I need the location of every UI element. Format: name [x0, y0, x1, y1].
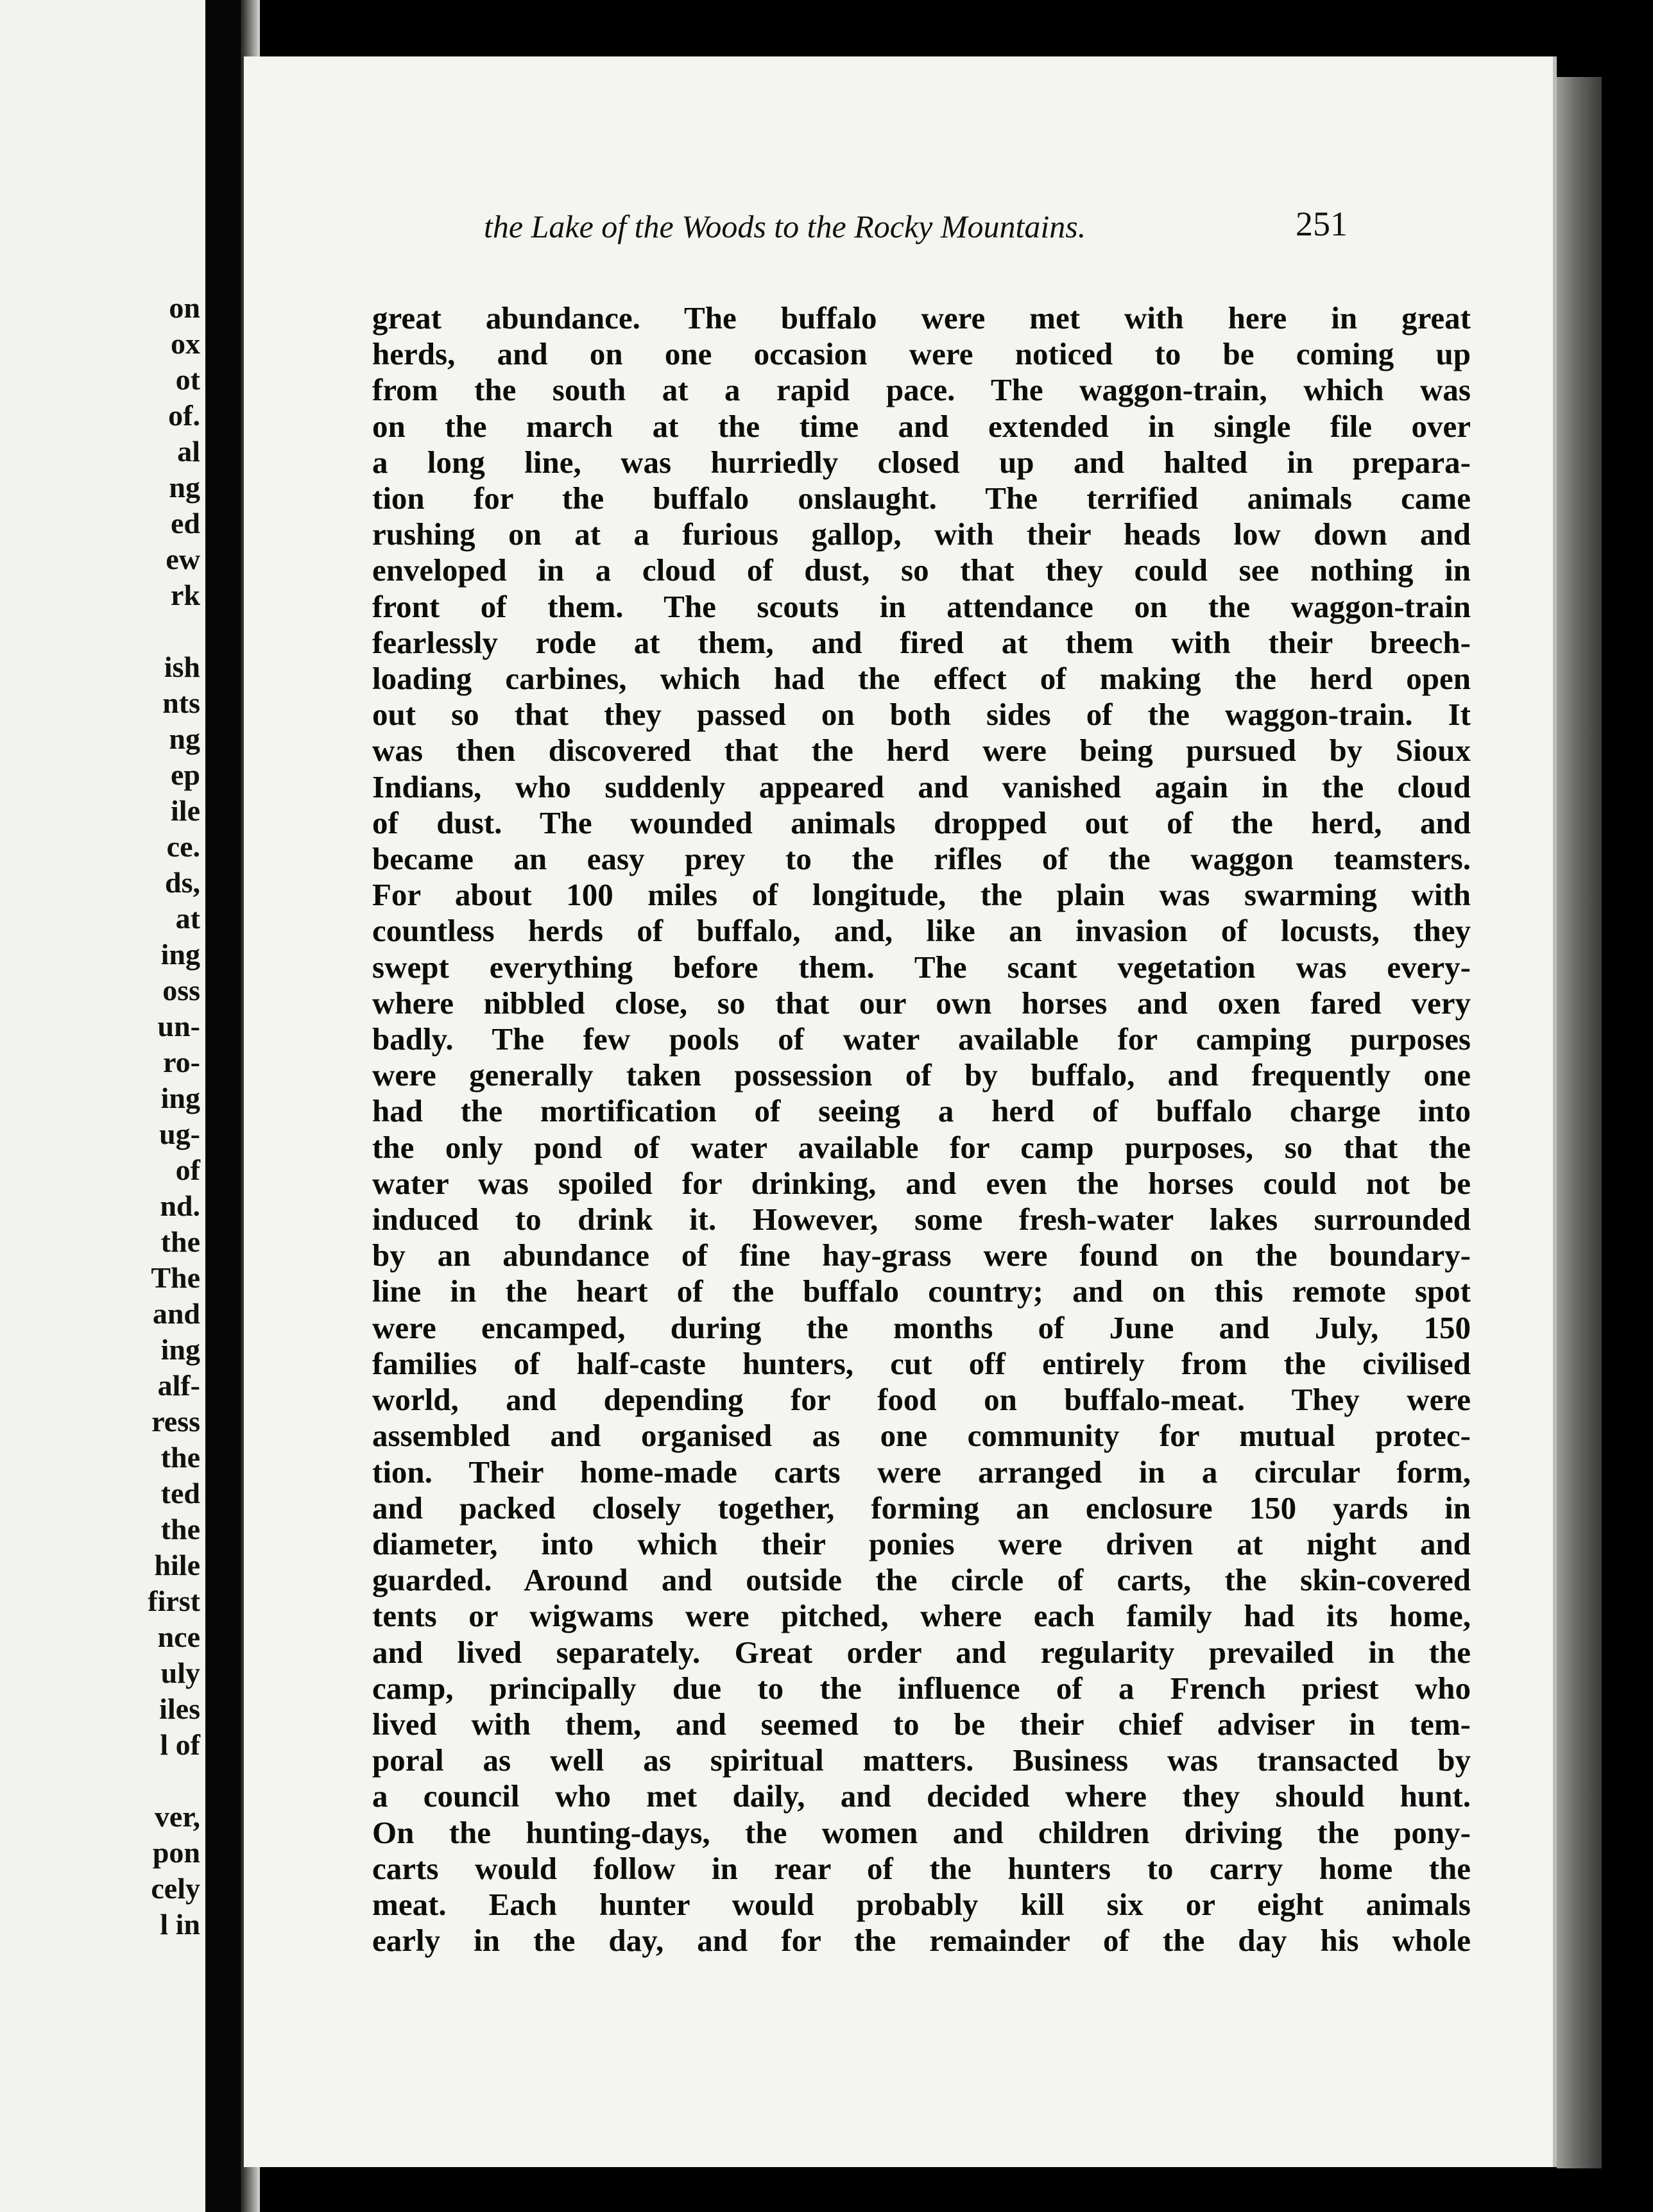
facing-page-line-end: ing	[160, 1082, 200, 1114]
facing-page-line-end: ted	[160, 1477, 200, 1510]
text-line: camp, principally due to the influence of a French priest who	[372, 1670, 1471, 1706]
facing-page-line-end: first	[148, 1585, 200, 1617]
facing-page-line-end: ce.	[166, 830, 200, 863]
text-line: had the mortification of seeing a herd of buffalo charge into	[372, 1093, 1471, 1129]
facing-page-line-end: ing	[160, 1333, 200, 1366]
facing-page-line-end: cely	[151, 1872, 200, 1905]
facing-page-line-end: ds,	[165, 866, 200, 899]
facing-page-line-end: uly	[160, 1656, 200, 1689]
facing-page-line-end: al	[177, 435, 200, 468]
facing-page-line-end: at	[175, 902, 200, 935]
text-line: front of them. The scouts in attendance on the waggon-train	[372, 588, 1471, 624]
text-line: lived with them, and seemed to be their chief adviser in tem-	[372, 1706, 1471, 1742]
facing-page-line-end: nts	[162, 686, 200, 719]
facing-page-line-end: ish	[164, 651, 200, 683]
text-line: were encamped, during the months of June and July, 150	[372, 1309, 1471, 1345]
text-line: countless herds of buffalo, and, like an invasion of locusts, they	[372, 913, 1471, 949]
text-line: tion. Their home-made carts were arranged in a circular form,	[372, 1454, 1471, 1490]
book-gutter	[205, 0, 241, 2212]
facing-page-line-end: ot	[175, 363, 200, 396]
facing-page-line-end: the	[160, 1225, 200, 1258]
facing-page-line-end: nd.	[160, 1189, 200, 1222]
facing-page-line-end: un-	[157, 1010, 200, 1042]
facing-page-line-end: ew	[166, 543, 200, 575]
book-page	[244, 56, 1557, 2167]
page-number: 251	[1296, 205, 1348, 243]
facing-page-line-end: The	[151, 1261, 200, 1294]
facing-page-line-end: ing	[160, 938, 200, 971]
facing-page-line-end: ng	[169, 471, 200, 504]
facing-page-line-end: nce	[157, 1621, 200, 1653]
facing-page-line-end: ress	[151, 1405, 200, 1438]
text-line: of dust. The wounded animals dropped out of the herd, and	[372, 804, 1471, 840]
text-line: out so that they passed on both sides of the waggon-train. It	[372, 697, 1471, 733]
text-line: early in the day, and for the remainder of the day his whole	[372, 1923, 1471, 1959]
text-line: became an easy prey to the rifles of the waggon teamsters.	[372, 841, 1471, 877]
facing-page-line-end: ro-	[163, 1046, 200, 1078]
facing-page-line-end: and	[152, 1297, 200, 1330]
text-line: assembled and organised as one community for mutual protec-	[372, 1418, 1471, 1454]
page-edges	[1557, 77, 1602, 2168]
running-head: the Lake of the Woods to the Rocky Mountains.	[484, 208, 1086, 244]
facing-page-line-end: iles	[159, 1692, 200, 1725]
facing-page-line-end: ug-	[159, 1118, 200, 1150]
text-line: a long line, was hurriedly closed up and halted in prepara-	[372, 444, 1471, 480]
facing-page-line-end: pon	[152, 1836, 200, 1869]
facing-page-line-end: the	[160, 1441, 200, 1474]
text-line: water was spoiled for drinking, and even the horses could not be	[372, 1165, 1471, 1201]
text-line: loading carbines, which had the effect of making the herd open	[372, 661, 1471, 697]
text-line: families of half-caste hunters, cut off entirely from the civilised	[372, 1345, 1471, 1381]
text-line: rushing on at a furious gallop, with their heads low down and	[372, 516, 1471, 552]
facing-page-line-end: of	[175, 1153, 200, 1186]
facing-page-line-end: ep	[171, 758, 200, 791]
facing-page-line-end	[148, 613, 200, 649]
body-text	[372, 300, 1471, 1959]
text-line: the only pond of water available for camp purposes, so that the	[372, 1129, 1471, 1165]
text-line: tents or wigwams were pitched, where each family had its home,	[372, 1598, 1471, 1634]
text-line: from the south at a rapid pace. The waggon-train, which was	[372, 372, 1471, 408]
text-line: induced to drink it. However, some fresh-water lakes surrounded	[372, 1202, 1471, 1238]
text-line: line in the heart of the buffalo country; and on this remote spot	[372, 1273, 1471, 1309]
text-line: were generally taken possession of by buffalo, and frequently one	[372, 1057, 1471, 1093]
facing-page-line-end: ng	[169, 722, 200, 755]
text-line: and lived separately. Great order and regularity prevailed in the	[372, 1634, 1471, 1670]
text-line: Indians, who suddenly appeared and vanished again in the cloud	[372, 769, 1471, 804]
text-line: world, and depending for food on buffalo-meat. They were	[372, 1382, 1471, 1418]
facing-page-line-end: l of	[160, 1728, 200, 1761]
facing-page-line-end: ver,	[154, 1800, 200, 1833]
text-line: where nibbled close, so that our own horses and oxen fared very	[372, 985, 1471, 1021]
facing-page-line-end: hile	[154, 1549, 200, 1581]
text-line: by an abundance of fine hay-grass were found on the boundary-	[372, 1238, 1471, 1273]
text-line: poral as well as spiritual matters. Business was transacted by	[372, 1742, 1471, 1778]
text-line: was then discovered that the herd were being pursued by Sioux	[372, 733, 1471, 769]
facing-page-line-end: of.	[168, 399, 200, 432]
text-line: carts would follow in rear of the hunters to carry home the	[372, 1850, 1471, 1886]
text-line: enveloped in a cloud of dust, so that they could see nothing in	[372, 552, 1471, 588]
text-line: on the march at the time and extended in single file over	[372, 408, 1471, 444]
text-line: herds, and on one occasion were noticed to be coming up	[372, 336, 1471, 372]
text-line: swept everything before them. The scant vegetation was every-	[372, 949, 1471, 985]
text-line: badly. The few pools of water available for camping purposes	[372, 1021, 1471, 1057]
facing-page-line-end: ox	[171, 327, 200, 360]
facing-page-line-ends	[148, 290, 200, 1943]
text-line: On the hunting-days, the women and children driving the pony-	[372, 1814, 1471, 1850]
text-line: great abundance. The buffalo were met with here in great	[372, 300, 1471, 336]
text-line: meat. Each hunter would probably kill six or eight animals	[372, 1886, 1471, 1922]
facing-page-line-end: rk	[171, 579, 200, 611]
text-line: guarded. Around and outside the circle of carts, the skin-covered	[372, 1562, 1471, 1598]
text-line: tion for the buffalo onslaught. The terrified animals came	[372, 481, 1471, 516]
facing-page-line-end	[148, 1763, 200, 1799]
facing-page-fragment	[0, 0, 205, 2212]
text-line: and packed closely together, forming an enclosure 150 yards in	[372, 1490, 1471, 1526]
text-line: For about 100 miles of longitude, the plain was swarming with	[372, 877, 1471, 913]
text-line: fearlessly rode at them, and fired at them with their breech-	[372, 624, 1471, 660]
facing-page-line-end: ed	[171, 507, 200, 540]
text-line: a council who met daily, and decided where they should hunt.	[372, 1778, 1471, 1814]
facing-page-line-end: the	[160, 1513, 200, 1545]
facing-page-line-end: oss	[162, 974, 200, 1007]
facing-page-line-end: alf-	[157, 1369, 200, 1402]
facing-page-line-end: l in	[160, 1908, 200, 1941]
facing-page-line-end: ile	[171, 794, 200, 827]
text-line: diameter, into which their ponies were driven at night and	[372, 1526, 1471, 1561]
facing-page-line-end: on	[169, 291, 200, 324]
